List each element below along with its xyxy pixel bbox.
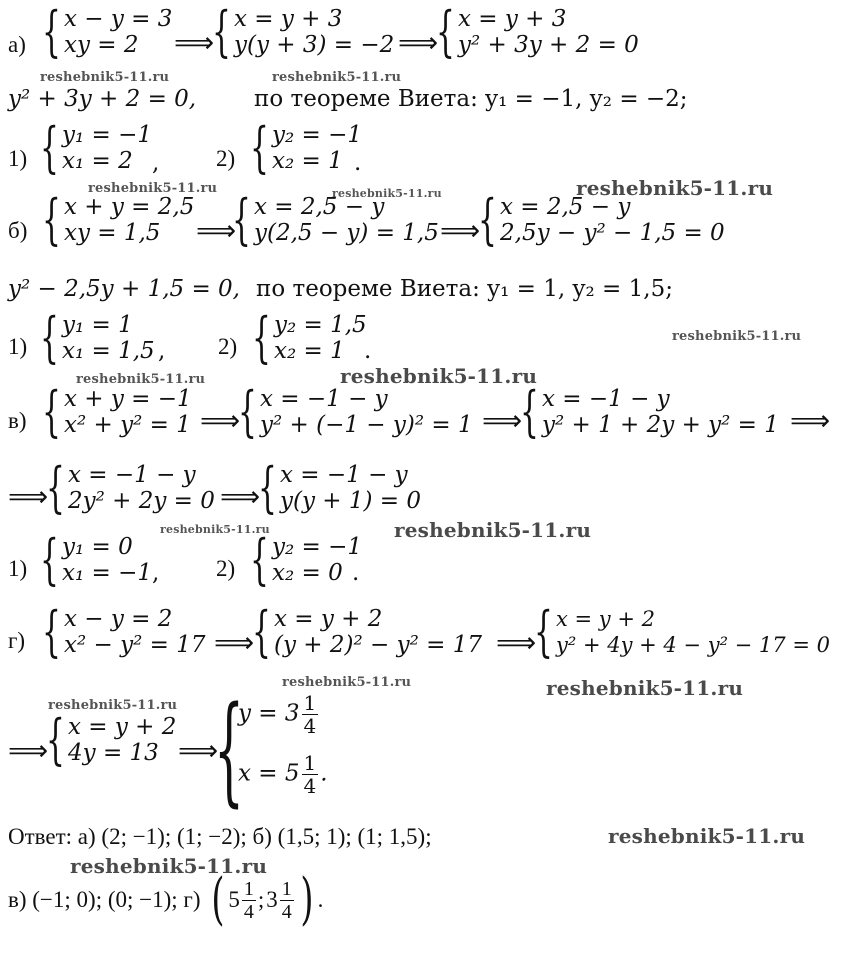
watermark: reshebnik5-11.ru [76,372,206,387]
implies-arrow: ⟹ [790,404,831,437]
part-v-case-1: { y₁ = 0 x₁ = −1 [40,528,152,591]
implies-arrow: ⟹ [178,734,219,767]
part-g-system-3: { x = y + 2 y² + 4y + 4 − y² − 17 = 0 [534,600,830,663]
watermark: reshebnik5-11.ru [70,854,268,878]
watermark: reshebnik5-11.ru [40,70,170,85]
part-g-system-5-y: y = 3 $\frac{1}{4}$ [238,691,317,738]
part-a-system-2: { x = y + 3 y(y + 3) = −2 [212,0,395,63]
part-a-label: а) [8,32,26,57]
implies-arrow: ⟹ [196,214,237,247]
part-v-system-4: { x = −1 − y 2y² + 2y = 0 [46,456,215,519]
implies-arrow: ⟹ [200,404,241,437]
case-1-label: 1) [8,146,28,171]
part-a-equation: y² + 3y + 2 = 0, [8,86,197,112]
case-2-label: 2) [216,556,236,581]
part-b-case-1: { y₁ = 1 x₁ = 1,5 [40,306,155,369]
watermark: reshebnik5-11.ru [48,698,178,713]
watermark: reshebnik5-11.ru [272,70,402,85]
watermark: reshebnik5-11.ru [672,329,802,344]
case-2-label: 2) [218,334,238,359]
part-a-vieta: по теореме Виета: y₁ = −1, y₂ = −2; [254,86,688,112]
system-brace: { [214,680,245,818]
watermark: reshebnik5-11.ru [340,364,538,388]
part-v-system-5: { x = −1 − y y(y + 1) = 0 [258,456,421,519]
part-g-label: г) [8,628,26,653]
part-v-system-3: { x = −1 − y y² + 1 + 2y + y² = 1 [520,380,779,443]
implies-arrow: ⟹ [214,626,255,659]
implies-arrow: ⟹ [174,26,215,59]
part-b-label: б) [8,218,28,243]
watermark: reshebnik5-11.ru [282,675,412,690]
part-b-equation: y² − 2,5y + 1,5 = 0, [8,276,240,302]
part-g-system-1: { x − y = 2 x² − y² = 17 [42,600,206,663]
part-v-case-2: { y₂ = −1 x₂ = 0 [250,528,363,591]
case-2-label: 2) [216,146,236,171]
implies-arrow: ⟹ [440,214,481,247]
watermark: reshebnik5-11.ru [394,518,592,542]
part-b-system-3: { x = 2,5 − y 2,5y − y² − 1,5 = 0 [478,188,725,251]
part-a-case-2: { y₂ = −1 x₂ = 1 [250,116,363,179]
part-a-system-3: { x = y + 3 y² + 3y + 2 = 0 [436,0,639,63]
answer-line-2: в) (−1; 0); (0; −1); г) ( 5 $\frac{1}{4}$ ; 3 $\frac{1}{4}$ ) . [8,867,324,932]
case-1-label: 1) [8,334,28,359]
part-b-case-2: { y₂ = 1,5 x₂ = 1 [252,306,367,369]
implies-arrow: ⟹ [220,480,261,513]
part-v-system-1: { x + y = −1 x² + y² = 1 [42,380,192,443]
part-v-label: в) [8,408,27,433]
implies-arrow: ⟹ [8,480,49,513]
implies-arrow: ⟹ [8,734,49,767]
part-g-system-4: { x = y + 2 4y = 13 [46,708,177,771]
part-g-system-2: { x = y + 2 (y + 2)² − y² = 17 [252,600,482,663]
implies-arrow: ⟹ [482,404,523,437]
watermark: reshebnik5-11.ru [332,187,442,200]
case-1-label: 1) [8,556,28,581]
watermark: reshebnik5-11.ru [88,181,218,196]
part-g-system-5-x: x = 5 $\frac{1}{4}$ . [238,751,328,798]
part-b-system-2: { x = 2,5 − y y(2,5 − y) = 1,5 [232,188,439,251]
part-a-system-1: { x − y = 3 xy = 2 [42,0,173,63]
answer-line-1: Ответ: а) (2; −1); (1; −2); б) (1,5; 1); (1; 1,5); [8,824,432,849]
implies-arrow: ⟹ [398,26,439,59]
part-v-system-2: { x = −1 − y y² + (−1 − y)² = 1 [238,380,473,443]
part-b-system-1: { x + y = 2,5 xy = 1,5 [42,188,195,251]
watermark: reshebnik5-11.ru [160,523,270,536]
part-a-case-1: { y₁ = −1 x₁ = 2 [40,116,153,179]
watermark: reshebnik5-11.ru [546,676,744,700]
part-b-vieta: по теореме Виета: y₁ = 1, y₂ = 1,5; [256,276,673,302]
watermark: reshebnik5-11.ru [576,176,774,200]
implies-arrow: ⟹ [496,626,537,659]
watermark: reshebnik5-11.ru [608,824,806,848]
